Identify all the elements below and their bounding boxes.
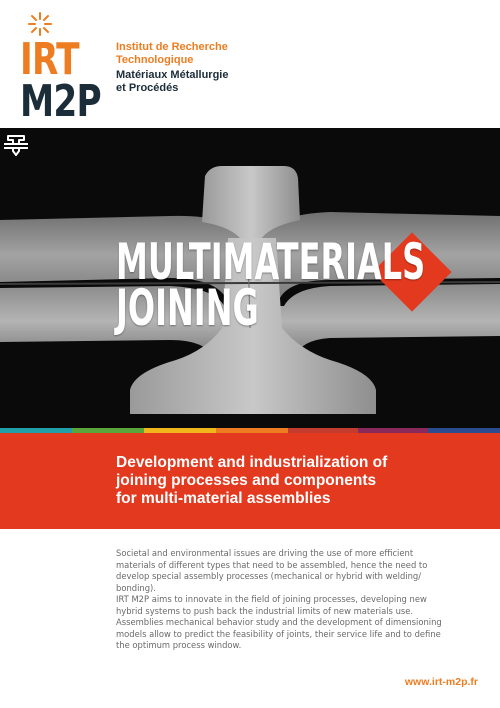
subtitle-line3: for multi-material assemblies <box>116 490 331 507</box>
page-title-line1: MULTIMATERIALS <box>116 233 426 291</box>
body-paragraph-2: IRT M2P aims to innovate in the field of joining processes, developing new hybrid systems to push back the industrial limits of new materials use. Assemblies mechanical behavior study and the development of dimensioning models allow to predict the feasibility of joints, their service life and to define the optimum process window. <box>116 594 442 650</box>
materials-name-line2: et Procédés <box>116 82 179 94</box>
logo-m2p: M2P <box>20 76 101 127</box>
subtitle-line1: Development and industrialization of <box>116 454 388 471</box>
header <box>0 0 500 128</box>
website-link[interactable]: www.irt-m2p.fr <box>404 676 478 688</box>
materials-name-line1: Matériaux Métallurgie <box>116 69 229 81</box>
institute-name-line1: Institut de Recherche <box>116 41 228 53</box>
rivet-joint-icon <box>0 128 32 160</box>
page-title-line2: JOINING <box>116 279 259 337</box>
logo-irt: IRT <box>20 34 79 85</box>
subtitle-line2: joining processes and components <box>116 472 377 489</box>
body-paragraph-1: Societal and environmental issues are driving the use of more efficient materials of different types that need to be assembled, hence the need to develop special assembly processes (mechanical or hybrid with welding/ bonding). <box>116 548 428 593</box>
institute-name-line2: Technologique <box>116 54 194 66</box>
